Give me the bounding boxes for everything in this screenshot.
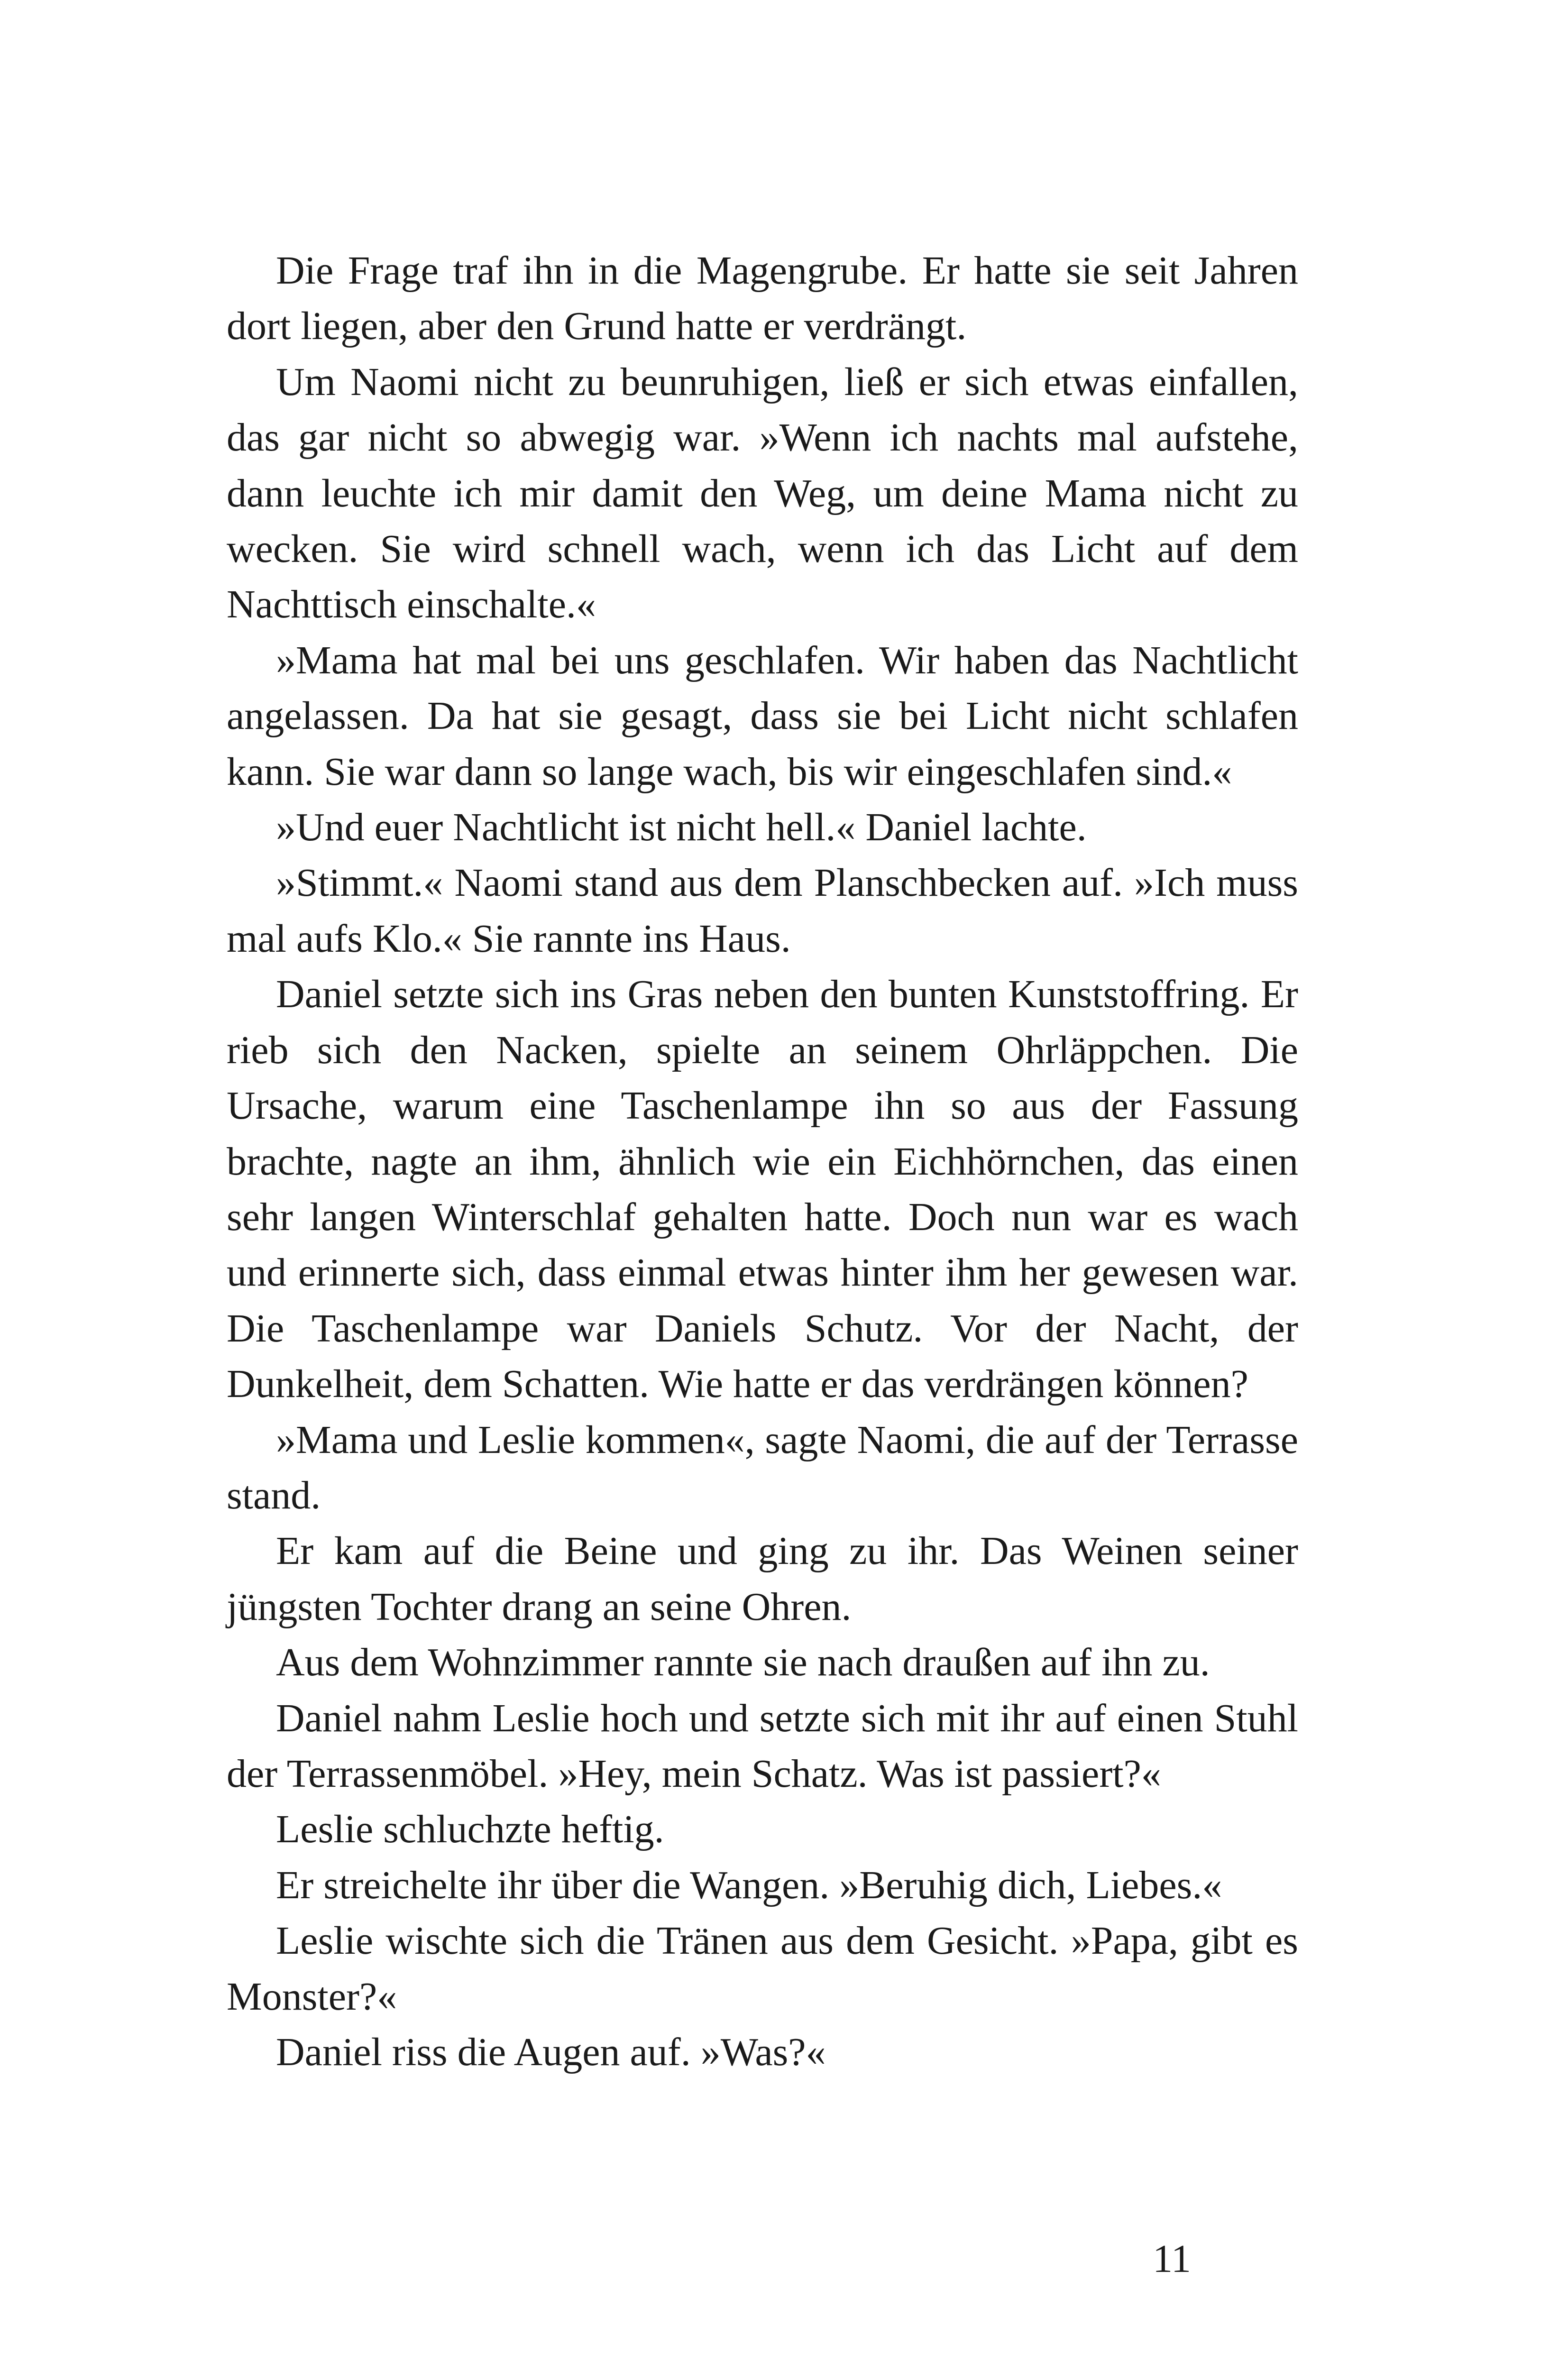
paragraph: Daniel riss die Augen auf. »Was?« <box>276 2030 826 2074</box>
paragraph: Leslie wischte sich die Tränen aus dem Gesicht. »Papa, gibt es Monster?« <box>227 1919 1298 2019</box>
paragraph: Um Naomi nicht zu beunruhigen, ließ er sich etwas einfallen, das gar nicht so abwegig war. »Wenn ich nachts mal aufstehe, dann leuchte ich mir damit den Weg, um deine Mama nicht zu wecken. Sie wird schnell wach, wenn ich das Licht auf dem Nachttisch einschalte.« <box>227 359 1298 627</box>
page-number: 11 <box>1153 2237 1191 2281</box>
paragraph: »Und euer Nachtlicht ist nicht hell.« Daniel lachte. <box>276 805 1087 850</box>
paragraph: Daniel nahm Leslie hoch und setzte sich mit ihr auf einen Stuhl der Terrassenmöbel. »Hey, mein Schatz. Was ist passiert?« <box>227 1696 1298 1796</box>
paragraph: »Mama und Leslie kommen«, sagte Naomi, die auf der Terrasse stand. <box>227 1417 1298 1517</box>
paragraph: Er kam auf die Beine und ging zu ihr. Das Weinen seiner jüngsten Tochter drang an seine Ohren. <box>227 1529 1298 1629</box>
paragraph: Die Frage traf ihn in die Magengrube. Er hatte sie seit Jahren dort liegen, aber den Grund hatte er verdrängt. <box>227 248 1298 349</box>
paragraph: »Mama hat mal bei uns geschlafen. Wir haben das Nachtlicht angelassen. Da hat sie gesagt, dass sie bei Licht nicht schlafen kann. Sie war dann so lange wach, bis wir eingeschlafen sind.« <box>227 638 1298 794</box>
paragraph: »Stimmt.« Naomi stand aus dem Planschbecken auf. »Ich muss mal aufs Klo.« Sie rannte ins Haus. <box>227 861 1298 961</box>
paragraph: Leslie schluchzte heftig. <box>276 1807 664 1852</box>
paragraph: Daniel setzte sich ins Gras neben den bunten Kunststoffring. Er rieb sich den Nacken, spielte an seinem Ohrläppchen. Die Ursache, warum eine Taschenlampe ihn so aus der Fassung brachte, nagte an ihm, ähnlich wie ein Eichhörnchen, das einen sehr langen Winterschlaf gehalten hatte. Doch nun war es wach und erinnerte sich, dass einmal etwas hinter ihm her gewesen war. Die Taschenlampe war Daniels Schutz. Vor der Nacht, der Dunkelheit, dem Schatten. Wie hatte er das verdrängen können? <box>227 972 1298 1406</box>
paragraph: Aus dem Wohnzimmer rannte sie nach draußen auf ihn zu. <box>276 1640 1210 1685</box>
body-text <box>227 243 1298 2080</box>
paragraph: Er streichelte ihr über die Wangen. »Beruhig dich, Liebes.« <box>276 1863 1222 1907</box>
